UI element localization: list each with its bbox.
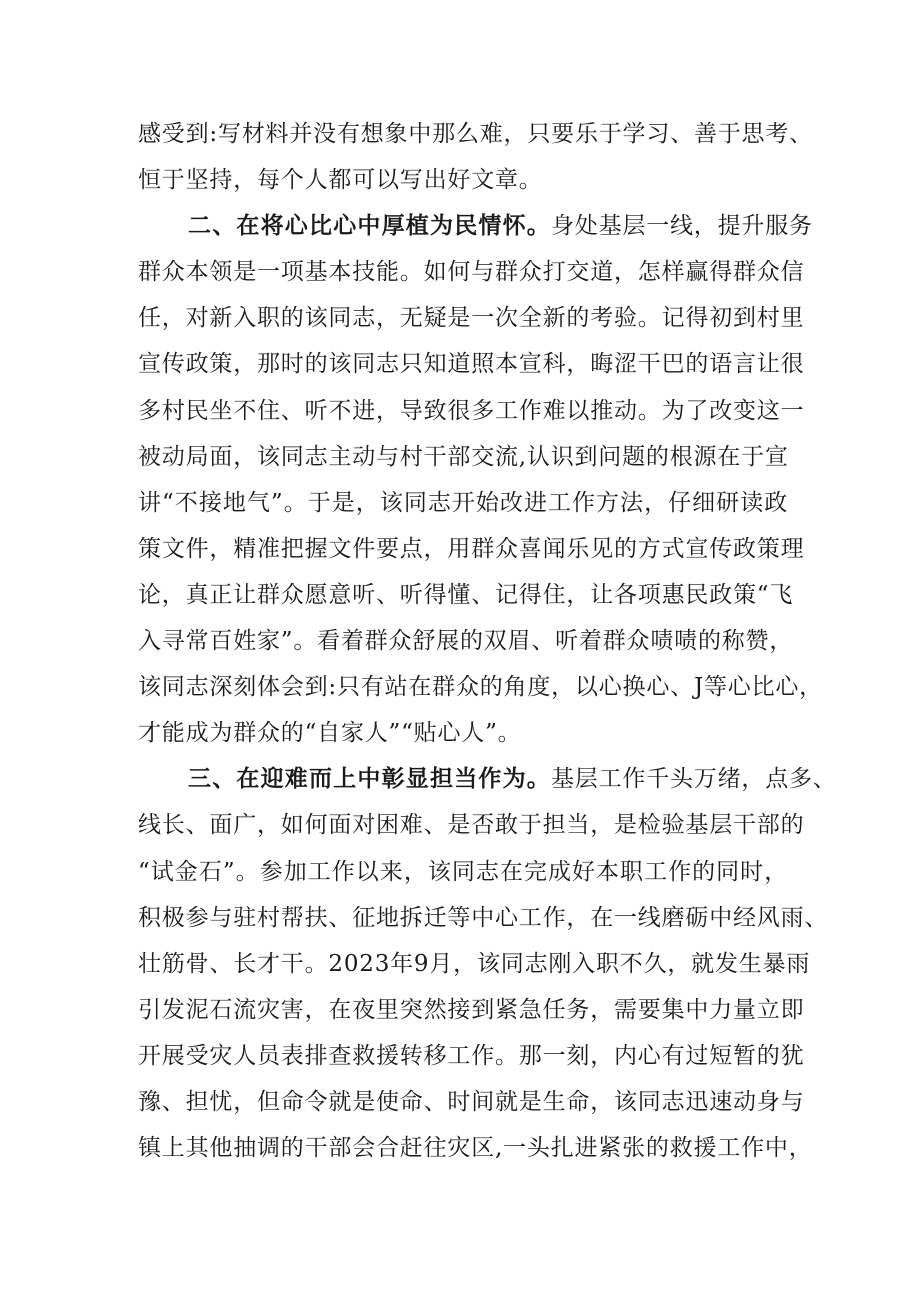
section3-first-line-text: 基层工作千头万绪，点多、 xyxy=(551,766,837,793)
intro-line-2: 恒于坚持，每个人都可以写出好文章。 xyxy=(138,167,543,194)
section3-line: 豫、担忧，但命令就是使命、时间就是生命，该同志迅速动身与 xyxy=(138,1088,805,1115)
section3-line: 引发泥石流灾害，在夜里突然接到紧急任务，需要集中力量立即 xyxy=(138,996,805,1023)
section2-line: 入寻常百姓家”。看着群众舒展的双眉、听着群众啧啧的称赞， xyxy=(138,628,794,655)
section3-line: “试金石”。参加工作以来，该同志在完成好本职工作的同时， xyxy=(138,858,788,885)
section3-heading: 三、在迎难而上中彰显担当作为。 xyxy=(188,766,551,793)
section2-line: 多村民坐不住、听不进，导致很多工作难以推动。为了改变这一 xyxy=(138,397,805,424)
section2-line: 任，对新入职的该同志，无疑是一次全新的考验。记得初到村里 xyxy=(138,305,805,332)
section2-line: 讲“不接地气”。于是，该同志开始改进工作方法，仔细研读政 xyxy=(138,489,788,516)
section2-first-line-text: 身处基层一线，提升服务 xyxy=(551,213,813,240)
section2-line: 策文件，精准把握文件要点，用群众喜闻乐见的方式宣传政策理 xyxy=(138,535,805,562)
section3-line: 积极参与驻村帮扶、征地拆迁等中心工作，在一线磨砺中经风雨、 xyxy=(138,904,829,931)
section3-line: 壮筋骨、长才干。2023年9月，该同志刚入职不久，就发生暴雨 xyxy=(138,950,811,977)
section2-line: 该同志深刻体会到:只有站在群众的角度，以心换心、J等心比心， xyxy=(138,674,823,701)
section2-line: 群众本领是一项基本技能。如何与群众打交道，怎样赢得群众信 xyxy=(138,259,805,286)
section3-line: 线长、面广，如何面对困难、是否敢于担当，是检验基层干部的 xyxy=(138,812,805,839)
section2-line: 被动局面，该同志主动与村干部交流,认识到问题的根源在于宣 xyxy=(138,443,789,470)
body-text xyxy=(138,111,837,1171)
section2-heading: 二、在将心比心中厚植为民情怀。 xyxy=(188,213,551,240)
section3-first-line xyxy=(138,756,837,802)
section2-line: 才能成为群众的“自家人”“贴心人”。 xyxy=(138,720,522,747)
section2-first-line xyxy=(138,203,813,249)
section3-line: 开展受灾人员表排查救援转移工作。那一刻，内心有过短暂的犹 xyxy=(138,1042,805,1069)
section3-line: 镇上其他抽调的干部会合赶往灾区,一头扎进紧张的救援工作中， xyxy=(138,1135,813,1162)
section2-line: 论，真正让群众愿意听、听得懂、记得住，让各项惠民政策“飞 xyxy=(138,581,794,608)
section2-line: 宣传政策，那时的该同志只知道照本宣科，晦涩干巴的语言让很 xyxy=(138,351,805,378)
intro-line-1: 感受到:写材料并没有想象中那么难，只要乐于学习、善于思考、 xyxy=(138,121,813,147)
